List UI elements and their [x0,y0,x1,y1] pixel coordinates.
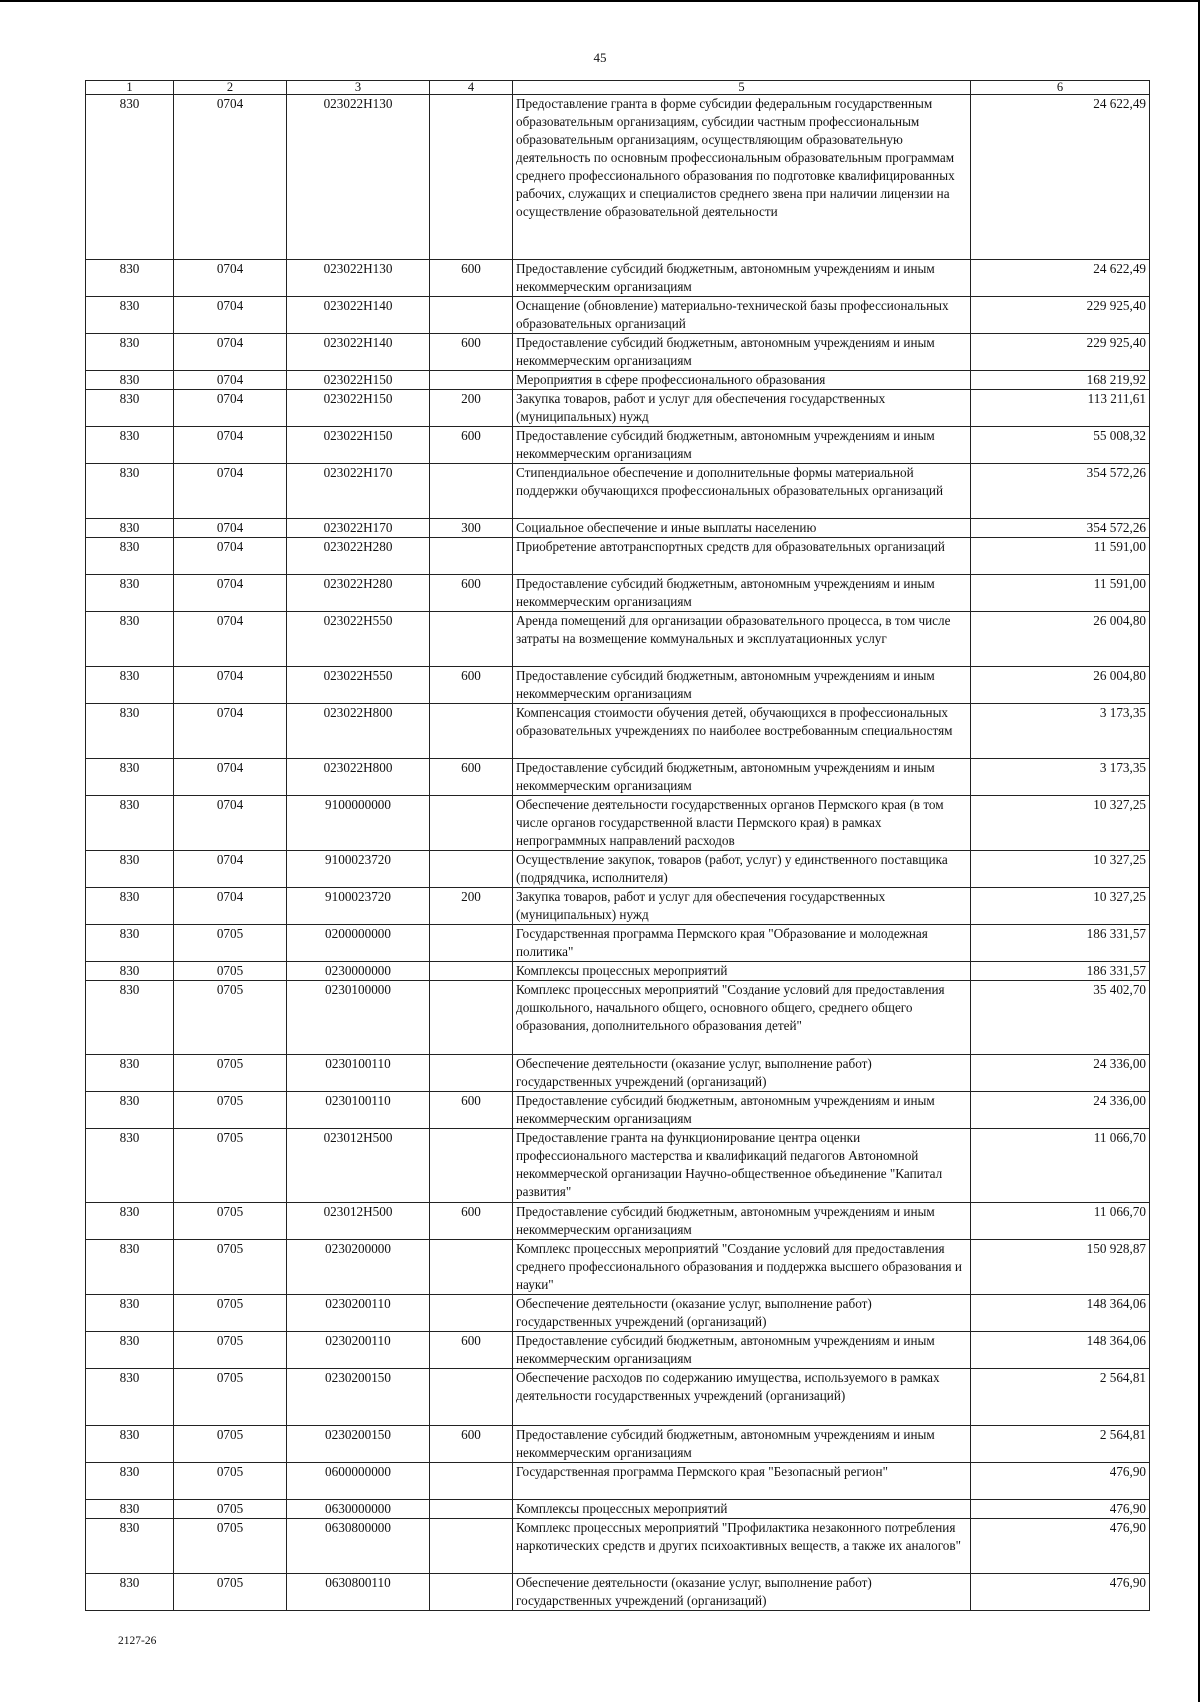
cell-amount: 10 327,25 [971,851,1150,888]
cell-section-code: 0705 [174,1092,287,1129]
cell-admin-code: 830 [86,962,174,981]
table-row [86,925,1150,962]
cell-amount: 476,90 [971,1574,1150,1611]
cell-section-code: 0704 [174,704,287,759]
cell-admin-code: 830 [86,538,174,575]
cell-admin-code: 830 [86,1519,174,1574]
cell-description: Предоставление субсидий бюджетным, автономным учреждениям и иным некоммерческим организациям [513,427,971,464]
table-row [86,1055,1150,1092]
cell-section-code: 0705 [174,925,287,962]
cell-section-code: 0704 [174,371,287,390]
cell-expense-type: 600 [430,260,513,297]
cell-description: Предоставление гранта на функционирование центра оценки профессионального мастерства и квалификаций педагогов Автономной некоммерческой организации Научно-общественное объединение "Капитал развития" [513,1129,971,1203]
cell-target-code: 0230100110 [287,1055,430,1092]
column-header: 2 [174,81,287,95]
cell-target-code: 9100023720 [287,851,430,888]
cell-target-code: 0230000000 [287,962,430,981]
cell-expense-type [430,1519,513,1574]
cell-amount: 26 004,80 [971,612,1150,667]
cell-amount: 186 331,57 [971,925,1150,962]
cell-amount: 2 564,81 [971,1369,1150,1426]
cell-section-code: 0704 [174,427,287,464]
column-header: 5 [513,81,971,95]
cell-description: Комплекс процессных мероприятий "Создание условий для предоставления среднего профессионального образования и поддержка высшего образования и науки" [513,1240,971,1295]
cell-amount: 168 219,92 [971,371,1150,390]
table-row [86,95,1150,260]
cell-target-code: 023022Н280 [287,538,430,575]
cell-amount: 476,90 [971,1519,1150,1574]
cell-section-code: 0705 [174,1426,287,1463]
cell-admin-code: 830 [86,925,174,962]
table-row [86,1295,1150,1332]
cell-amount: 55 008,32 [971,427,1150,464]
cell-target-code: 023022Н170 [287,464,430,519]
table-row [86,538,1150,575]
cell-target-code: 0630000000 [287,1500,430,1519]
cell-expense-type [430,1055,513,1092]
cell-section-code: 0704 [174,759,287,796]
cell-amount: 476,90 [971,1500,1150,1519]
cell-section-code: 0704 [174,538,287,575]
cell-admin-code: 830 [86,519,174,538]
cell-description: Приобретение автотранспортных средств для образовательных организаций [513,538,971,575]
column-header: 1 [86,81,174,95]
cell-amount: 24 622,49 [971,95,1150,260]
cell-expense-type: 600 [430,667,513,704]
cell-target-code: 0230100110 [287,1092,430,1129]
cell-admin-code: 830 [86,575,174,612]
cell-expense-type: 300 [430,519,513,538]
table-row [86,1574,1150,1611]
cell-section-code: 0705 [174,1240,287,1295]
cell-admin-code: 830 [86,1369,174,1426]
cell-amount: 113 211,61 [971,390,1150,427]
cell-target-code: 023022Н550 [287,667,430,704]
budget-table [85,80,1150,1611]
cell-expense-type [430,704,513,759]
cell-target-code: 0600000000 [287,1463,430,1500]
cell-amount: 35 402,70 [971,981,1150,1055]
cell-amount: 11 591,00 [971,538,1150,575]
cell-target-code: 9100000000 [287,796,430,851]
cell-target-code: 023022Н150 [287,371,430,390]
cell-description: Аренда помещений для организации образовательного процесса, в том числе затраты на возмещение коммунальных и эксплуатационных услуг [513,612,971,667]
cell-section-code: 0704 [174,888,287,925]
table-row [86,1369,1150,1426]
cell-section-code: 0704 [174,575,287,612]
table-row [86,1463,1150,1500]
cell-description: Осуществление закупок, товаров (работ, услуг) у единственного поставщика (подрядчика, исполнителя) [513,851,971,888]
table-row [86,888,1150,925]
cell-description: Мероприятия в сфере профессионального образования [513,371,971,390]
cell-section-code: 0704 [174,464,287,519]
table-row [86,575,1150,612]
cell-section-code: 0704 [174,612,287,667]
cell-expense-type: 200 [430,888,513,925]
cell-expense-type [430,1129,513,1203]
cell-target-code: 023022Н170 [287,519,430,538]
cell-section-code: 0704 [174,260,287,297]
column-header: 4 [430,81,513,95]
cell-expense-type: 600 [430,1332,513,1369]
table-row [86,1500,1150,1519]
cell-expense-type [430,1463,513,1500]
cell-section-code: 0704 [174,95,287,260]
cell-expense-type [430,962,513,981]
cell-target-code: 0630800000 [287,1519,430,1574]
table-row [86,1426,1150,1463]
cell-description: Оснащение (обновление) материально-технической базы профессиональных образовательных организаций [513,297,971,334]
cell-amount: 186 331,57 [971,962,1150,981]
cell-admin-code: 830 [86,371,174,390]
cell-amount: 148 364,06 [971,1332,1150,1369]
cell-description: Предоставление субсидий бюджетным, автономным учреждениям и иным некоммерческим организациям [513,1203,971,1240]
cell-target-code: 023022Н140 [287,297,430,334]
cell-description: Предоставление субсидий бюджетным, автономным учреждениям и иным некоммерческим организациям [513,334,971,371]
cell-admin-code: 830 [86,851,174,888]
table-row [86,981,1150,1055]
cell-admin-code: 830 [86,612,174,667]
table-row [86,427,1150,464]
cell-target-code: 023022Н280 [287,575,430,612]
cell-section-code: 0704 [174,667,287,704]
cell-admin-code: 830 [86,1203,174,1240]
cell-expense-type [430,1295,513,1332]
cell-admin-code: 830 [86,1295,174,1332]
cell-admin-code: 830 [86,1426,174,1463]
table-row [86,1519,1150,1574]
cell-expense-type: 600 [430,1203,513,1240]
scan-edge-top [0,0,1200,2]
cell-section-code: 0705 [174,1295,287,1332]
cell-amount: 3 173,35 [971,759,1150,796]
cell-admin-code: 830 [86,667,174,704]
table-row [86,1092,1150,1129]
table-row [86,464,1150,519]
cell-amount: 24 336,00 [971,1092,1150,1129]
cell-expense-type [430,538,513,575]
cell-admin-code: 830 [86,464,174,519]
cell-amount: 10 327,25 [971,796,1150,851]
cell-admin-code: 830 [86,1574,174,1611]
table-row [86,1203,1150,1240]
cell-amount: 229 925,40 [971,334,1150,371]
cell-expense-type [430,464,513,519]
cell-description: Закупка товаров, работ и услуг для обеспечения государственных (муниципальных) нужд [513,888,971,925]
cell-admin-code: 830 [86,888,174,925]
cell-section-code: 0705 [174,1500,287,1519]
table-row [86,796,1150,851]
page-number: 45 [593,50,607,65]
cell-target-code: 023022Н550 [287,612,430,667]
cell-target-code: 023022Н130 [287,95,430,260]
cell-admin-code: 830 [86,260,174,297]
cell-section-code: 0705 [174,1574,287,1611]
cell-section-code: 0704 [174,519,287,538]
cell-expense-type: 600 [430,575,513,612]
cell-section-code: 0704 [174,297,287,334]
cell-section-code: 0704 [174,334,287,371]
cell-expense-type [430,1240,513,1295]
cell-target-code: 023012Н500 [287,1203,430,1240]
column-header: 6 [971,81,1150,95]
cell-admin-code: 830 [86,427,174,464]
cell-admin-code: 830 [86,390,174,427]
cell-target-code: 023022Н130 [287,260,430,297]
cell-amount: 229 925,40 [971,297,1150,334]
cell-description: Государственная программа Пермского края "Безопасный регион" [513,1463,971,1500]
cell-section-code: 0705 [174,1332,287,1369]
cell-target-code: 023022Н800 [287,759,430,796]
cell-description: Комплекс процессных мероприятий "Создание условий для предоставления дошкольного, начального общего, основного общего, среднего общего образования, дополнительного образования детей" [513,981,971,1055]
cell-expense-type [430,612,513,667]
cell-admin-code: 830 [86,1129,174,1203]
cell-amount: 2 564,81 [971,1426,1150,1463]
cell-description: Обеспечение деятельности (оказание услуг, выполнение работ) государственных учреждений (организаций) [513,1574,971,1611]
cell-target-code: 023022Н150 [287,427,430,464]
cell-description: Обеспечение деятельности (оказание услуг, выполнение работ) государственных учреждений (организаций) [513,1295,971,1332]
cell-section-code: 0704 [174,851,287,888]
cell-target-code: 0230200000 [287,1240,430,1295]
cell-admin-code: 830 [86,1463,174,1500]
cell-description: Стипендиальное обеспечение и дополнительные формы материальной поддержки обучающихся профессиональных образовательных организаций [513,464,971,519]
cell-section-code: 0705 [174,1519,287,1574]
cell-expense-type: 200 [430,390,513,427]
cell-target-code: 0230200110 [287,1295,430,1332]
cell-expense-type [430,925,513,962]
cell-description: Предоставление субсидий бюджетным, автономным учреждениям и иным некоммерческим организациям [513,575,971,612]
cell-admin-code: 830 [86,981,174,1055]
cell-section-code: 0705 [174,1463,287,1500]
table-row [86,1332,1150,1369]
cell-expense-type [430,851,513,888]
table-row [86,851,1150,888]
table-row [86,297,1150,334]
cell-description: Социальное обеспечение и иные выплаты населению [513,519,971,538]
cell-description: Предоставление субсидий бюджетным, автономным учреждениям и иным некоммерческим организациям [513,759,971,796]
cell-admin-code: 830 [86,759,174,796]
cell-expense-type [430,1500,513,1519]
cell-admin-code: 830 [86,1092,174,1129]
cell-amount: 148 364,06 [971,1295,1150,1332]
cell-description: Предоставление субсидий бюджетным, автономным учреждениям и иным некоммерческим организациям [513,1332,971,1369]
cell-expense-type [430,1369,513,1426]
cell-section-code: 0705 [174,981,287,1055]
cell-expense-type [430,981,513,1055]
cell-description: Обеспечение деятельности (оказание услуг, выполнение работ) государственных учреждений (организаций) [513,1055,971,1092]
table-row [86,704,1150,759]
cell-amount: 24 622,49 [971,260,1150,297]
cell-description: Закупка товаров, работ и услуг для обеспечения государственных (муниципальных) нужд [513,390,971,427]
cell-target-code: 9100023720 [287,888,430,925]
cell-amount: 26 004,80 [971,667,1150,704]
cell-target-code: 023022Н140 [287,334,430,371]
cell-amount: 476,90 [971,1463,1150,1500]
cell-amount: 10 327,25 [971,888,1150,925]
cell-description: Комплекс процессных мероприятий "Профилактика незаконного потребления наркотических средств и других психоактивных веществ, а также их аналогов" [513,1519,971,1574]
cell-target-code: 0630800110 [287,1574,430,1611]
cell-admin-code: 830 [86,334,174,371]
cell-expense-type [430,371,513,390]
cell-admin-code: 830 [86,1055,174,1092]
table-row [86,759,1150,796]
cell-target-code: 023012Н500 [287,1129,430,1203]
cell-expense-type [430,297,513,334]
cell-section-code: 0705 [174,1369,287,1426]
cell-description: Предоставление субсидий бюджетным, автономным учреждениям и иным некоммерческим организациям [513,667,971,704]
cell-section-code: 0705 [174,1055,287,1092]
cell-amount: 150 928,87 [971,1240,1150,1295]
cell-expense-type: 600 [430,759,513,796]
cell-description: Обеспечение деятельности государственных органов Пермского края (в том числе органов государственной власти Пермского края) в рамках непрограммных направлений расходов [513,796,971,851]
cell-description: Предоставление субсидий бюджетным, автономным учреждениям и иным некоммерческим организациям [513,1092,971,1129]
cell-admin-code: 830 [86,95,174,260]
cell-expense-type: 600 [430,334,513,371]
cell-description: Комплексы процессных мероприятий [513,1500,971,1519]
cell-amount: 3 173,35 [971,704,1150,759]
table-row [86,519,1150,538]
cell-target-code: 0230200150 [287,1426,430,1463]
cell-expense-type [430,95,513,260]
cell-description: Предоставление субсидий бюджетным, автономным учреждениям и иным некоммерческим организациям [513,1426,971,1463]
cell-admin-code: 830 [86,1332,174,1369]
cell-section-code: 0704 [174,390,287,427]
cell-description: Предоставление субсидий бюджетным, автономным учреждениям и иным некоммерческим организациям [513,260,971,297]
cell-description: Компенсация стоимости обучения детей, обучающихся в профессиональных образовательных учреждениях по наиболее востребованным специальностям [513,704,971,759]
cell-description: Обеспечение расходов по содержанию имущества, используемого в рамках деятельности государственных учреждений (организаций) [513,1369,971,1426]
cell-amount: 354 572,26 [971,464,1150,519]
cell-description: Государственная программа Пермского края "Образование и молодежная политика" [513,925,971,962]
cell-admin-code: 830 [86,796,174,851]
table-row [86,1240,1150,1295]
table-row [86,612,1150,667]
cell-expense-type [430,1574,513,1611]
cell-target-code: 0230200150 [287,1369,430,1426]
cell-amount: 11 066,70 [971,1129,1150,1203]
cell-expense-type: 600 [430,427,513,464]
cell-amount: 354 572,26 [971,519,1150,538]
cell-expense-type: 600 [430,1092,513,1129]
cell-amount: 24 336,00 [971,1055,1150,1092]
column-header: 3 [287,81,430,95]
table-row [86,371,1150,390]
table-row [86,962,1150,981]
table-row [86,334,1150,371]
cell-target-code: 023022Н800 [287,704,430,759]
document-code: 2127-26 [118,1635,157,1647]
cell-section-code: 0705 [174,1129,287,1203]
table-row [86,390,1150,427]
table-row [86,1129,1150,1203]
cell-description: Предоставление гранта в форме субсидии федеральным государственным образовательным организациям, субсидии частным профессиональным образовательным организациям, осуществляющим образовательную деятельность по основным профессиональным образовательным программам среднего профессионального образования по подготовке квалифицированных рабочих, служащих и специалистов среднего звена при наличии лицензии на осуществление образовательной деятельности [513,95,971,260]
table-header-row [86,81,1150,95]
cell-expense-type: 600 [430,1426,513,1463]
cell-amount: 11 591,00 [971,575,1150,612]
cell-section-code: 0705 [174,1203,287,1240]
cell-amount: 11 066,70 [971,1203,1150,1240]
cell-target-code: 023022Н150 [287,390,430,427]
cell-admin-code: 830 [86,297,174,334]
cell-admin-code: 830 [86,1240,174,1295]
cell-expense-type [430,796,513,851]
cell-target-code: 0230100000 [287,981,430,1055]
cell-description: Комплексы процессных мероприятий [513,962,971,981]
cell-target-code: 0200000000 [287,925,430,962]
table-row [86,260,1150,297]
cell-admin-code: 830 [86,704,174,759]
cell-section-code: 0705 [174,962,287,981]
cell-section-code: 0704 [174,796,287,851]
table-body [86,95,1150,1611]
cell-target-code: 0230200110 [287,1332,430,1369]
table-row [86,667,1150,704]
cell-admin-code: 830 [86,1500,174,1519]
